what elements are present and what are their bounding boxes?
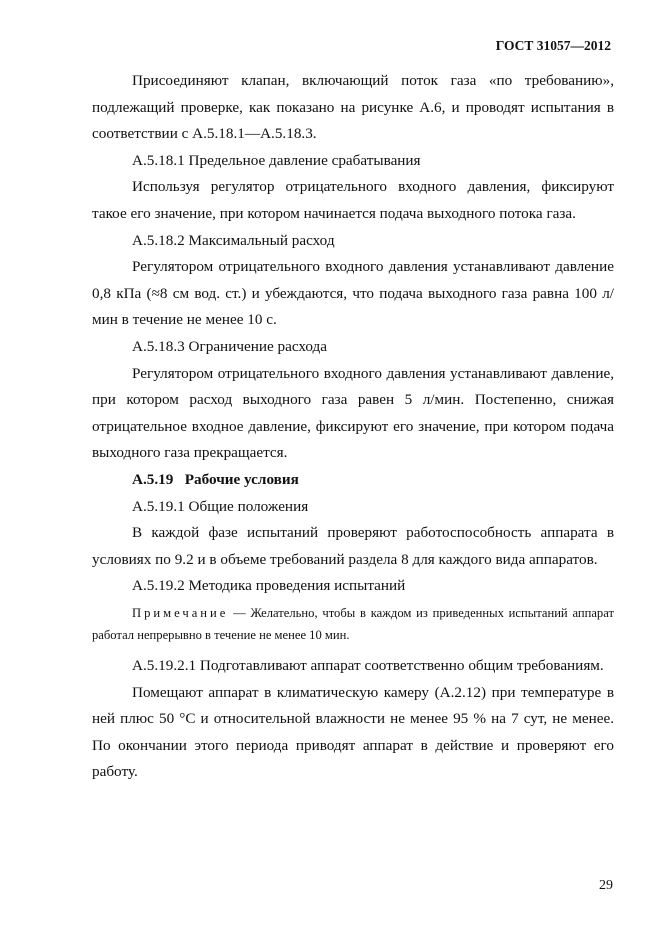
note [92,602,614,647]
page-number: 29 [599,878,613,893]
heading-a-5-18-1: А.5.18.1 Предельное давление срабатывания [132,151,421,169]
paragraph-general: В каждой фазе испытаний проверяют работоспособность аппарата в условиях по 9.2 и в объеме требований раздела 8 для каждого вида аппаратов. [92,524,614,568]
paragraph-limit-pressure: Используя регулятор отрицательного входного давления, фиксируют такое его значение, при котором начинается подача выходного потока газа. [92,178,614,222]
paragraph-a-5-19-2-1: А.5.19.2.1 Подготавливают аппарат соответственно общим требованиям. [132,657,604,675]
document-header: ГОСТ 31057—2012 [495,38,611,53]
heading-a-5-19: А.5.19 Рабочие условия [132,470,299,488]
heading-a-5-19-2: А.5.19.2 Методика проведения испытаний [132,577,406,595]
paragraph-flow-limit: Регулятором отрицательного входного давления устанавливают давление, при котором расход выходного газа равен 5 л/мин. Постепенно, снижая отрицательное входное давление, фиксируют его значение, при котором подача выходного газа прекращается. [92,364,614,462]
heading-a-5-18-3: А.5.18.3 Ограничение расхода [132,337,328,355]
note-label: Примечание [132,605,229,620]
paragraph-climate-chamber: Помещают аппарат в климатическую камеру (А.2.12) при температуре в ней плюс 50 °С и относительной влажности не менее 95 % на 7 сут, не менее. По окончании этого периода приводят аппарат в действие и проверяют его работу. [92,683,614,781]
heading-a-5-18-2: А.5.18.2 Максимальный расход [132,231,335,249]
heading-a-5-19-1: А.5.19.1 Общие положения [132,497,309,515]
document-body [92,68,614,786]
paragraph-intro: Присоединяют клапан, включающий поток газа «по требованию», подлежащий проверке, как показано на рисунке А.6, и проводят испытания в соответствии с А.5.18.1—А.5.18.3. [92,72,614,143]
note-text: — Желательно, чтобы в каждом из приведенных испытаний аппарат работал непрерывно в течение не менее 10 мин. [92,605,614,643]
paragraph-max-flow: Регулятором отрицательного входного давления устанавливают давление 0,8 кПа (≈8 см вод. ст.) и убеждаются, что подача выходного газа равна 100 л/мин в течение не менее 10 с. [92,258,614,329]
